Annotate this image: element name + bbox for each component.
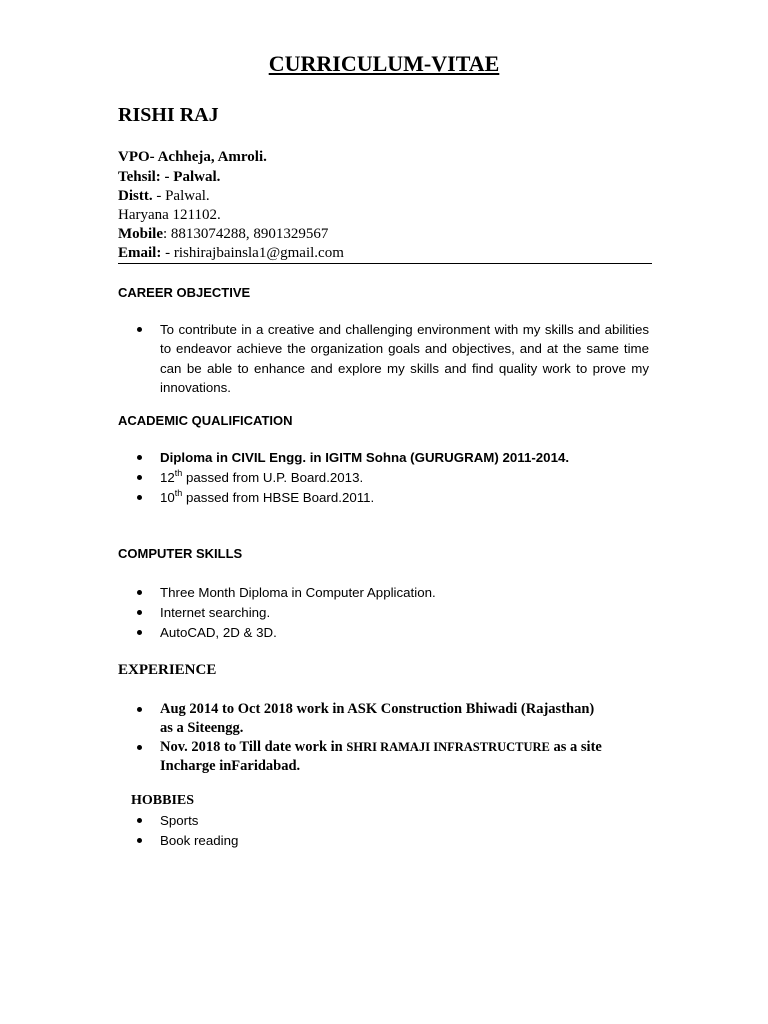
bullet-icon: [137, 590, 142, 595]
company-name: SHRI RAMAJI INFRASTRUCTURE: [346, 740, 550, 754]
academic-item-12-grade: 12: [160, 470, 175, 485]
list-item: [160, 583, 436, 603]
skill-text: AutoCAD, 2D & 3D.: [160, 625, 277, 640]
academic-item-12-text: passed from U.P. Board.2013.: [182, 470, 364, 485]
distt-value: - Palwal.: [152, 188, 210, 204]
bullet-icon: [137, 475, 142, 480]
address-mobile: [118, 225, 328, 244]
list-item: [160, 320, 649, 397]
skill-text: Internet searching.: [160, 605, 271, 620]
list-item: [160, 468, 569, 488]
address-state: Haryana 121102.: [118, 207, 221, 223]
list-item: [160, 603, 436, 623]
experience-line: as a site: [549, 739, 602, 755]
list-item: [160, 811, 238, 831]
distt-label: Distt.: [118, 188, 153, 204]
bullet-icon: [137, 495, 142, 500]
bullet-icon: [137, 610, 142, 615]
list-item: [160, 623, 436, 643]
experience-line: as a Siteengg.: [160, 719, 244, 736]
list-item: [160, 488, 569, 508]
bullet-icon: [137, 818, 142, 823]
bullet-icon: [137, 630, 142, 635]
address-vpo: VPO- Achheja, Amroli.: [118, 149, 267, 165]
academic-item-10-grade: 10: [160, 490, 175, 505]
email-label: Email:: [118, 245, 162, 261]
tehsil-label: Tehsil:: [118, 169, 161, 185]
bullet-icon: [137, 455, 142, 460]
ordinal-suffix: th: [174, 467, 183, 478]
hobby-text: Sports: [160, 813, 199, 828]
experience-line: Aug 2014 to Oct 2018 work in ASK Construction Bhiwadi (Rajasthan): [160, 701, 595, 717]
skill-text: Three Month Diploma in Computer Application.: [160, 585, 436, 600]
objective-text: To contribute in a creative and challenging environment with my skills and abilities to endeavor achieve the organization goals and objectives, and at the same time can be able to enhance and explore my skills and find quality work to prove my innovations.: [160, 322, 649, 395]
academic-list: [160, 448, 569, 508]
academic-item-diploma: Diploma in CIVIL Engg. in IGITM Sohna (GURUGRAM) 2011-2014.: [160, 450, 570, 465]
hobbies-list: [160, 811, 238, 851]
mobile-value: : 8813074288, 8901329567: [163, 226, 329, 242]
bullet-icon: [137, 327, 142, 332]
list-item: [160, 738, 650, 775]
hobby-text: Book reading: [160, 833, 239, 848]
document-title: CURRICULUM-VITAE: [268, 51, 500, 76]
academic-item-10-text: passed from HBSE Board.2011.: [182, 490, 375, 505]
experience-list: [160, 700, 650, 776]
section-heading-academic: ACADEMIC QUALIFICATION: [118, 413, 293, 428]
bullet-icon: [137, 745, 142, 750]
address-tehsil: [118, 168, 220, 187]
address-email: [118, 244, 344, 263]
list-item: [160, 700, 650, 737]
email-value: - rishirajbainsla1@gmail.com: [161, 245, 344, 261]
career-objective-list: [160, 320, 649, 397]
computer-skills-list: [160, 583, 436, 643]
section-heading-career-objective: CAREER OBJECTIVE: [118, 285, 251, 300]
experience-line: Nov. 2018 to Till date work in: [160, 739, 347, 755]
list-item: [160, 831, 238, 851]
candidate-name: RISHI RAJ: [118, 104, 219, 126]
bullet-icon: [137, 838, 142, 843]
experience-line: Incharge inFaridabad.: [160, 757, 301, 774]
ordinal-suffix: th: [174, 487, 183, 498]
mobile-label: Mobile: [118, 226, 163, 242]
section-heading-computer-skills: COMPUTER SKILLS: [118, 546, 243, 561]
list-item: [160, 448, 569, 468]
bullet-icon: [137, 707, 142, 712]
tehsil-value: - Palwal.: [160, 169, 221, 185]
address-distt: [118, 187, 210, 206]
section-heading-hobbies: HOBBIES: [131, 793, 195, 808]
section-heading-experience: EXPERIENCE: [118, 662, 217, 678]
